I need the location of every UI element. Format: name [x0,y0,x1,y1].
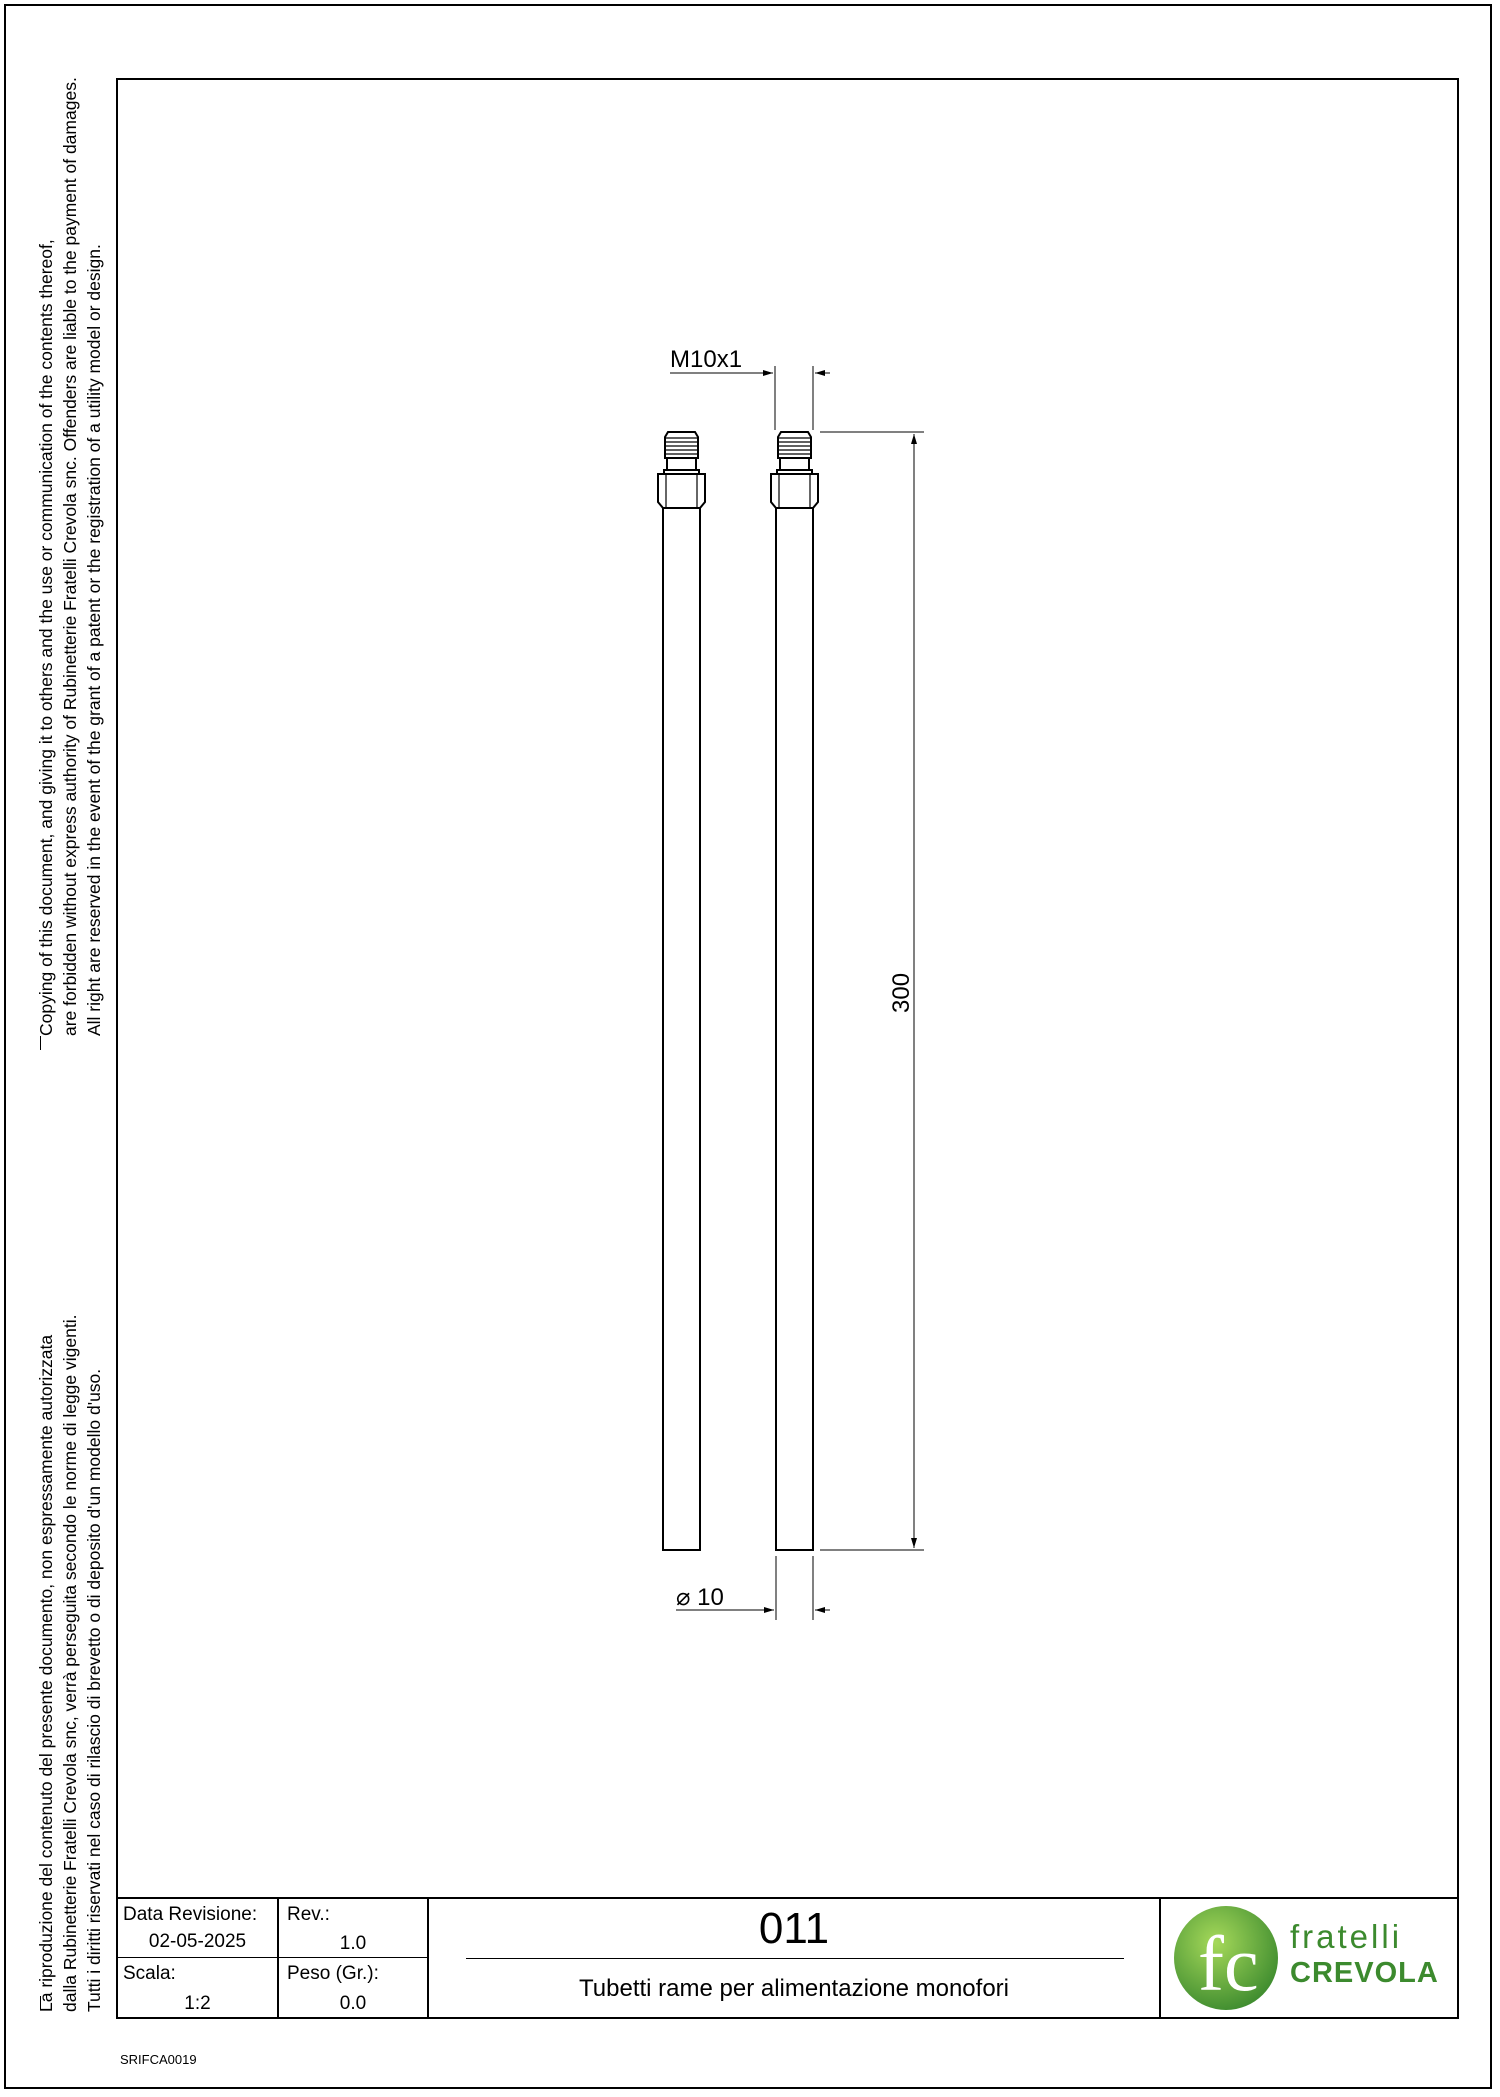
title-block-divider-3 [1159,1898,1161,2018]
notice-english-line-1: Copying of this document, and giving it to others and the use or communication of the contents thereof, [36,239,56,1036]
date-label: Data Revisione: [123,1904,258,1925]
title-block-mid-rule [117,1957,428,1958]
logo-word-fratelli: fratelli [1290,1918,1403,1955]
title-block-divider-2 [427,1898,429,2018]
scale-value: 1:2 [184,1993,211,2014]
length-label: 300 [888,972,915,1013]
logo-word-crevola: CREVOLA [1290,1957,1439,1989]
scale-label: Scala: [123,1963,176,1984]
rev-label: Rev.: [287,1904,330,1925]
document-id: SRIFCA0019 [120,2052,197,2067]
weight-value: 0.0 [339,1993,367,2014]
diameter-label: ⌀ 10 [676,1584,724,1611]
company-logo [1170,1900,1455,2016]
notice-italian-line-2: dalla Rubinetterie Fratelli Crevola snc, verrà perseguita secondo le norme di legge vigenti. [60,1314,80,2012]
rev-value: 1.0 [339,1933,367,1954]
pipe-left [658,432,705,1550]
notice-italian-line-3: Tutti i diritti riservati nel caso di rilascio di brevetto o di deposito d'un modello d'uso. [84,1368,104,2012]
notice-english-line-3: All right are reserved in the event of the grant of a patent or the registration of a utility model or design. [84,244,104,1036]
thread-label: M10x1 [670,346,743,373]
pipe-right [771,432,818,1550]
logo-monogram: fc [1198,1920,1259,2007]
drawing-code: 011 [758,1904,830,1953]
drawing-description: Tubetti rame per alimentazione monofori [579,1975,1009,2002]
title-block-top-rule [117,1897,1457,1899]
title-block-divider-1 [277,1898,279,2018]
title-rule [466,1958,1124,1959]
date-value: 02-05-2025 [148,1931,247,1952]
notice-italian-line-1: La riproduzione del contenuto del presente documento, non espressamente autorizzata [36,1334,56,2012]
thread-dimension [670,366,830,430]
notice-english-line-2: are forbidden without express authority of Rubinetterie Fratelli Crevola snc. Offenders are liable to the payment of damages. [60,77,80,1036]
weight-label: Peso (Gr.): [287,1963,379,1984]
